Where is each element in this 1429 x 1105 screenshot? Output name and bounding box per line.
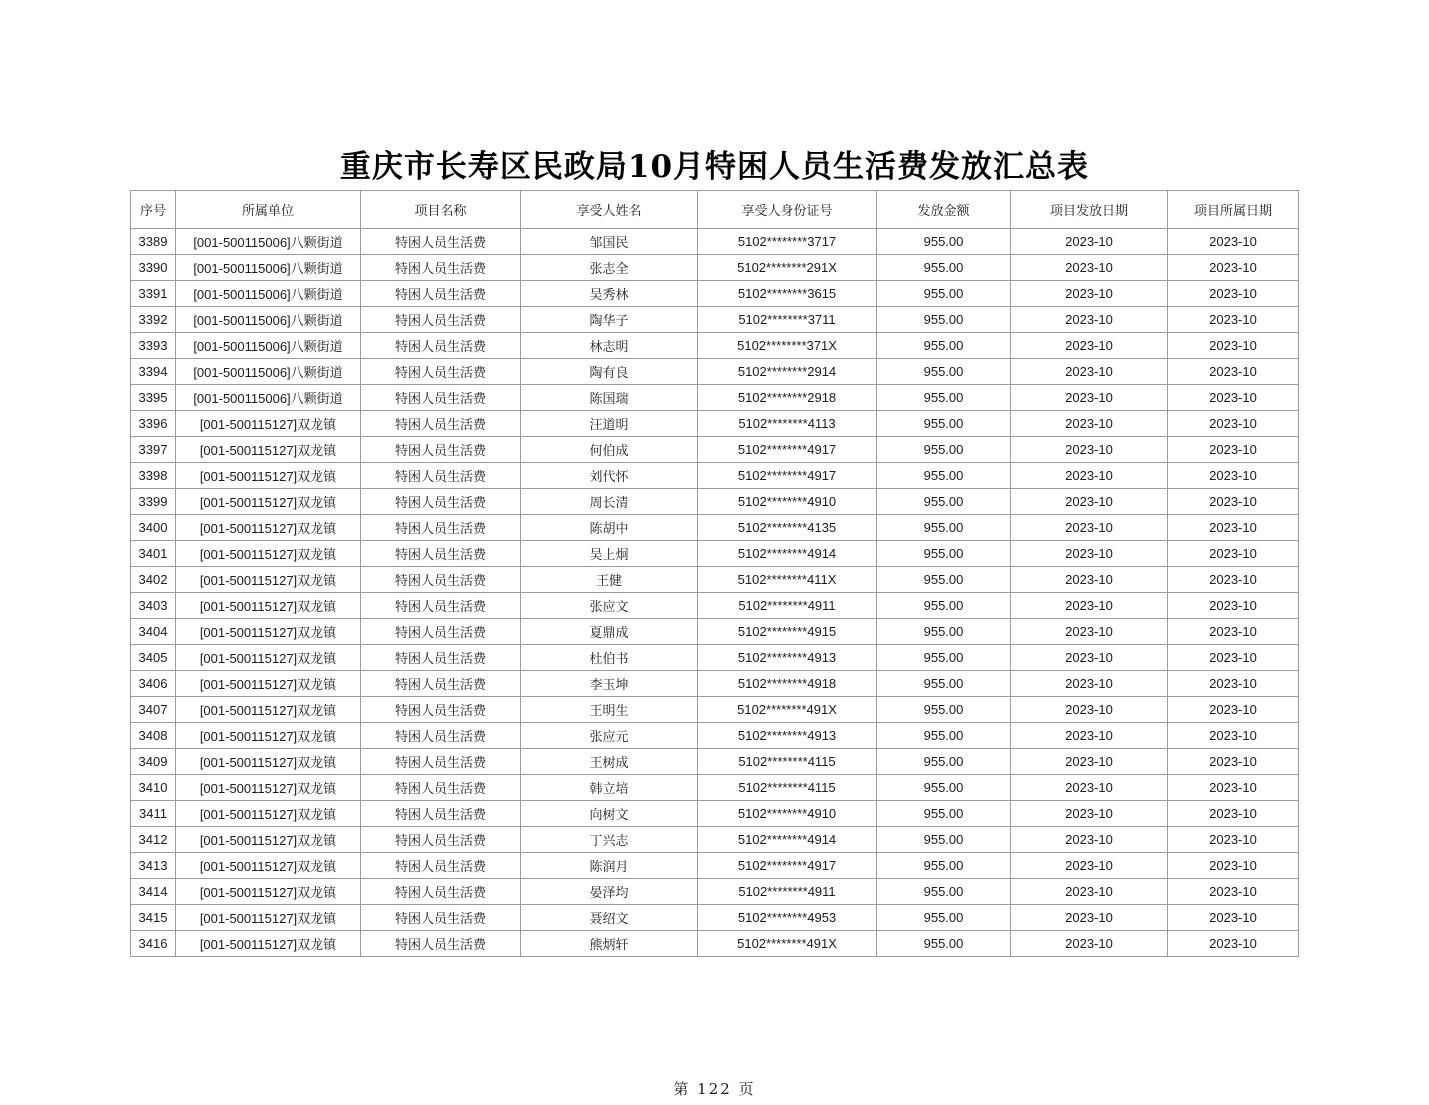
cell-issue-date: 2023-10 [1011,697,1168,723]
cell-amount: 955.00 [877,333,1011,359]
cell-unit: [001-500115006]八颗街道 [176,255,361,281]
cell-issue-date: 2023-10 [1011,853,1168,879]
cell-period-date: 2023-10 [1168,905,1299,931]
cell-unit: [001-500115006]八颗街道 [176,307,361,333]
cell-amount: 955.00 [877,645,1011,671]
cell-project: 特困人员生活费 [361,723,521,749]
cell-id: 5102********4911 [698,879,877,905]
cell-name: 刘代怀 [521,463,698,489]
table-row [131,905,1299,931]
cell-period-date: 2023-10 [1168,619,1299,645]
cell-issue-date: 2023-10 [1011,489,1168,515]
cell-amount: 955.00 [877,853,1011,879]
table-row [131,853,1299,879]
cell-issue-date: 2023-10 [1011,931,1168,957]
cell-index: 3405 [131,645,176,671]
table-row [131,593,1299,619]
cell-id: 5102********291X [698,255,877,281]
cell-index: 3412 [131,827,176,853]
cell-index: 3389 [131,229,176,255]
cell-project: 特困人员生活费 [361,385,521,411]
cell-unit: [001-500115127]双龙镇 [176,593,361,619]
table-row [131,749,1299,775]
cell-name: 夏鼎成 [521,619,698,645]
cell-name: 张志全 [521,255,698,281]
cell-project: 特困人员生活费 [361,541,521,567]
column-header-project: 项目名称 [361,191,521,229]
cell-unit: [001-500115127]双龙镇 [176,671,361,697]
table-header-row [131,191,1299,229]
cell-name: 陶华子 [521,307,698,333]
cell-index: 3416 [131,931,176,957]
table-row [131,775,1299,801]
cell-project: 特困人员生活费 [361,463,521,489]
cell-period-date: 2023-10 [1168,281,1299,307]
cell-period-date: 2023-10 [1168,359,1299,385]
cell-issue-date: 2023-10 [1011,645,1168,671]
cell-amount: 955.00 [877,723,1011,749]
cell-unit: [001-500115127]双龙镇 [176,567,361,593]
cell-project: 特困人员生活费 [361,749,521,775]
cell-period-date: 2023-10 [1168,437,1299,463]
cell-name: 张应文 [521,593,698,619]
cell-amount: 955.00 [877,541,1011,567]
cell-id: 5102********4910 [698,801,877,827]
cell-period-date: 2023-10 [1168,853,1299,879]
cell-issue-date: 2023-10 [1011,515,1168,541]
cell-id: 5102********4915 [698,619,877,645]
cell-amount: 955.00 [877,775,1011,801]
table-row [131,541,1299,567]
column-header-issue-date: 项目发放日期 [1011,191,1168,229]
cell-amount: 955.00 [877,827,1011,853]
cell-project: 特困人员生活费 [361,359,521,385]
cell-issue-date: 2023-10 [1011,437,1168,463]
cell-amount: 955.00 [877,411,1011,437]
cell-issue-date: 2023-10 [1011,411,1168,437]
table-row [131,437,1299,463]
cell-period-date: 2023-10 [1168,671,1299,697]
cell-id: 5102********4953 [698,905,877,931]
cell-project: 特困人员生活费 [361,593,521,619]
cell-project: 特困人员生活费 [361,307,521,333]
cell-id: 5102********491X [698,931,877,957]
cell-index: 3406 [131,671,176,697]
cell-project: 特困人员生活费 [361,489,521,515]
cell-project: 特困人员生活费 [361,671,521,697]
cell-name: 杜伯书 [521,645,698,671]
cell-id: 5102********4913 [698,723,877,749]
cell-amount: 955.00 [877,255,1011,281]
cell-name: 陈胡中 [521,515,698,541]
cell-amount: 955.00 [877,879,1011,905]
cell-id: 5102********4917 [698,463,877,489]
cell-project: 特困人员生活费 [361,281,521,307]
payment-summary-table [130,190,1299,957]
cell-period-date: 2023-10 [1168,463,1299,489]
table-row [131,463,1299,489]
cell-id: 5102********3717 [698,229,877,255]
cell-index: 3414 [131,879,176,905]
cell-period-date: 2023-10 [1168,255,1299,281]
cell-issue-date: 2023-10 [1011,671,1168,697]
cell-issue-date: 2023-10 [1011,619,1168,645]
cell-project: 特困人员生活费 [361,619,521,645]
column-header-name: 享受人姓名 [521,191,698,229]
cell-issue-date: 2023-10 [1011,827,1168,853]
cell-unit: [001-500115127]双龙镇 [176,775,361,801]
cell-index: 3410 [131,775,176,801]
cell-project: 特困人员生活费 [361,827,521,853]
cell-index: 3403 [131,593,176,619]
cell-amount: 955.00 [877,229,1011,255]
cell-issue-date: 2023-10 [1011,307,1168,333]
cell-project: 特困人员生活费 [361,697,521,723]
cell-index: 3415 [131,905,176,931]
cell-id: 5102********4917 [698,437,877,463]
cell-name: 何伯成 [521,437,698,463]
cell-period-date: 2023-10 [1168,541,1299,567]
cell-name: 晏泽均 [521,879,698,905]
cell-project: 特困人员生活费 [361,333,521,359]
cell-index: 3409 [131,749,176,775]
cell-name: 汪道明 [521,411,698,437]
cell-id: 5102********4910 [698,489,877,515]
cell-id: 5102********491X [698,697,877,723]
cell-issue-date: 2023-10 [1011,775,1168,801]
cell-id: 5102********3615 [698,281,877,307]
cell-unit: [001-500115127]双龙镇 [176,411,361,437]
table-row [131,645,1299,671]
cell-id: 5102********4918 [698,671,877,697]
cell-id: 5102********4115 [698,749,877,775]
table-row [131,697,1299,723]
cell-index: 3393 [131,333,176,359]
cell-project: 特困人员生活费 [361,515,521,541]
cell-id: 5102********2918 [698,385,877,411]
cell-amount: 955.00 [877,567,1011,593]
cell-id: 5102********4113 [698,411,877,437]
cell-amount: 955.00 [877,931,1011,957]
cell-project: 特困人员生活费 [361,567,521,593]
table-row [131,489,1299,515]
cell-name: 陈国瑞 [521,385,698,411]
cell-project: 特困人员生活费 [361,437,521,463]
cell-id: 5102********4115 [698,775,877,801]
cell-amount: 955.00 [877,281,1011,307]
cell-id: 5102********4911 [698,593,877,619]
cell-name: 王健 [521,567,698,593]
cell-period-date: 2023-10 [1168,333,1299,359]
cell-unit: [001-500115127]双龙镇 [176,905,361,931]
cell-unit: [001-500115006]八颗街道 [176,385,361,411]
cell-id: 5102********4917 [698,853,877,879]
cell-unit: [001-500115127]双龙镇 [176,619,361,645]
table-row [131,931,1299,957]
cell-issue-date: 2023-10 [1011,567,1168,593]
cell-id: 5102********4914 [698,541,877,567]
cell-issue-date: 2023-10 [1011,229,1168,255]
cell-name: 邹国民 [521,229,698,255]
cell-index: 3395 [131,385,176,411]
cell-unit: [001-500115127]双龙镇 [176,515,361,541]
cell-project: 特困人员生活费 [361,645,521,671]
cell-amount: 955.00 [877,697,1011,723]
cell-project: 特困人员生活费 [361,411,521,437]
cell-period-date: 2023-10 [1168,385,1299,411]
cell-name: 王明生 [521,697,698,723]
table-row [131,619,1299,645]
cell-period-date: 2023-10 [1168,593,1299,619]
cell-id: 5102********4913 [698,645,877,671]
cell-issue-date: 2023-10 [1011,385,1168,411]
cell-amount: 955.00 [877,385,1011,411]
cell-index: 3411 [131,801,176,827]
cell-index: 3408 [131,723,176,749]
cell-unit: [001-500115127]双龙镇 [176,749,361,775]
column-header-period-date: 项目所属日期 [1168,191,1299,229]
table-row [131,723,1299,749]
cell-project: 特困人员生活费 [361,255,521,281]
cell-index: 3400 [131,515,176,541]
cell-name: 陈润月 [521,853,698,879]
table-row [131,359,1299,385]
table-header [131,191,1299,229]
cell-amount: 955.00 [877,359,1011,385]
cell-amount: 955.00 [877,307,1011,333]
cell-index: 3399 [131,489,176,515]
cell-name: 陶有良 [521,359,698,385]
cell-amount: 955.00 [877,489,1011,515]
cell-issue-date: 2023-10 [1011,749,1168,775]
cell-project: 特困人员生活费 [361,775,521,801]
cell-id: 5102********4135 [698,515,877,541]
cell-name: 周长清 [521,489,698,515]
cell-amount: 955.00 [877,671,1011,697]
table-row [131,411,1299,437]
cell-index: 3394 [131,359,176,385]
cell-period-date: 2023-10 [1168,489,1299,515]
cell-index: 3407 [131,697,176,723]
cell-period-date: 2023-10 [1168,775,1299,801]
cell-amount: 955.00 [877,463,1011,489]
cell-name: 聂绍文 [521,905,698,931]
cell-unit: [001-500115127]双龙镇 [176,489,361,515]
cell-amount: 955.00 [877,619,1011,645]
cell-issue-date: 2023-10 [1011,333,1168,359]
cell-period-date: 2023-10 [1168,723,1299,749]
cell-index: 3391 [131,281,176,307]
cell-amount: 955.00 [877,437,1011,463]
cell-issue-date: 2023-10 [1011,359,1168,385]
table-body [131,229,1299,957]
cell-project: 特困人员生活费 [361,905,521,931]
table-row [131,515,1299,541]
cell-unit: [001-500115127]双龙镇 [176,541,361,567]
cell-amount: 955.00 [877,801,1011,827]
cell-name: 向树文 [521,801,698,827]
table-row [131,255,1299,281]
cell-unit: [001-500115127]双龙镇 [176,801,361,827]
cell-name: 吴秀林 [521,281,698,307]
cell-period-date: 2023-10 [1168,411,1299,437]
cell-issue-date: 2023-10 [1011,255,1168,281]
column-header-unit: 所属单位 [176,191,361,229]
cell-unit: [001-500115127]双龙镇 [176,931,361,957]
cell-name: 吴上炯 [521,541,698,567]
page-number: 第 122 页 [673,1080,756,1098]
cell-amount: 955.00 [877,515,1011,541]
cell-unit: [001-500115127]双龙镇 [176,827,361,853]
cell-project: 特困人员生活费 [361,229,521,255]
cell-unit: [001-500115127]双龙镇 [176,879,361,905]
cell-name: 李玉坤 [521,671,698,697]
cell-period-date: 2023-10 [1168,801,1299,827]
cell-name: 熊炳轩 [521,931,698,957]
cell-name: 韩立培 [521,775,698,801]
cell-project: 特困人员生活费 [361,853,521,879]
cell-id: 5102********3711 [698,307,877,333]
cell-index: 3398 [131,463,176,489]
cell-period-date: 2023-10 [1168,307,1299,333]
cell-issue-date: 2023-10 [1011,541,1168,567]
cell-id: 5102********4914 [698,827,877,853]
cell-issue-date: 2023-10 [1011,463,1168,489]
cell-issue-date: 2023-10 [1011,281,1168,307]
cell-period-date: 2023-10 [1168,827,1299,853]
table-row [131,229,1299,255]
cell-project: 特困人员生活费 [361,801,521,827]
cell-period-date: 2023-10 [1168,515,1299,541]
table-row [131,827,1299,853]
cell-name: 王树成 [521,749,698,775]
cell-project: 特困人员生活费 [361,879,521,905]
column-header-index: 序号 [131,191,176,229]
cell-period-date: 2023-10 [1168,749,1299,775]
cell-index: 3392 [131,307,176,333]
cell-index: 3396 [131,411,176,437]
cell-period-date: 2023-10 [1168,697,1299,723]
cell-name: 张应元 [521,723,698,749]
table-row [131,671,1299,697]
cell-id: 5102********411X [698,567,877,593]
table-row [131,385,1299,411]
table-row [131,801,1299,827]
cell-amount: 955.00 [877,905,1011,931]
cell-unit: [001-500115006]八颗街道 [176,229,361,255]
cell-id: 5102********371X [698,333,877,359]
cell-unit: [001-500115006]八颗街道 [176,281,361,307]
cell-period-date: 2023-10 [1168,879,1299,905]
cell-period-date: 2023-10 [1168,567,1299,593]
cell-unit: [001-500115006]八颗街道 [176,359,361,385]
page-title: 重庆市长寿区民政局10月特困人员生活费发放汇总表 [339,149,1090,185]
cell-index: 3390 [131,255,176,281]
cell-issue-date: 2023-10 [1011,723,1168,749]
cell-index: 3401 [131,541,176,567]
cell-id: 5102********2914 [698,359,877,385]
column-header-amount: 发放金额 [877,191,1011,229]
column-header-id: 享受人身份证号 [698,191,877,229]
cell-index: 3413 [131,853,176,879]
cell-unit: [001-500115006]八颗街道 [176,333,361,359]
cell-project: 特困人员生活费 [361,931,521,957]
cell-period-date: 2023-10 [1168,229,1299,255]
cell-index: 3402 [131,567,176,593]
table-row [131,281,1299,307]
cell-unit: [001-500115127]双龙镇 [176,645,361,671]
table-row [131,879,1299,905]
cell-amount: 955.00 [877,749,1011,775]
cell-amount: 955.00 [877,593,1011,619]
cell-period-date: 2023-10 [1168,931,1299,957]
cell-unit: [001-500115127]双龙镇 [176,437,361,463]
cell-unit: [001-500115127]双龙镇 [176,463,361,489]
cell-name: 林志明 [521,333,698,359]
cell-issue-date: 2023-10 [1011,801,1168,827]
cell-unit: [001-500115127]双龙镇 [176,853,361,879]
cell-issue-date: 2023-10 [1011,593,1168,619]
cell-unit: [001-500115127]双龙镇 [176,723,361,749]
table-row [131,567,1299,593]
cell-period-date: 2023-10 [1168,645,1299,671]
cell-index: 3404 [131,619,176,645]
cell-issue-date: 2023-10 [1011,879,1168,905]
cell-name: 丁兴志 [521,827,698,853]
table-row [131,333,1299,359]
table-row [131,307,1299,333]
cell-index: 3397 [131,437,176,463]
cell-issue-date: 2023-10 [1011,905,1168,931]
cell-unit: [001-500115127]双龙镇 [176,697,361,723]
